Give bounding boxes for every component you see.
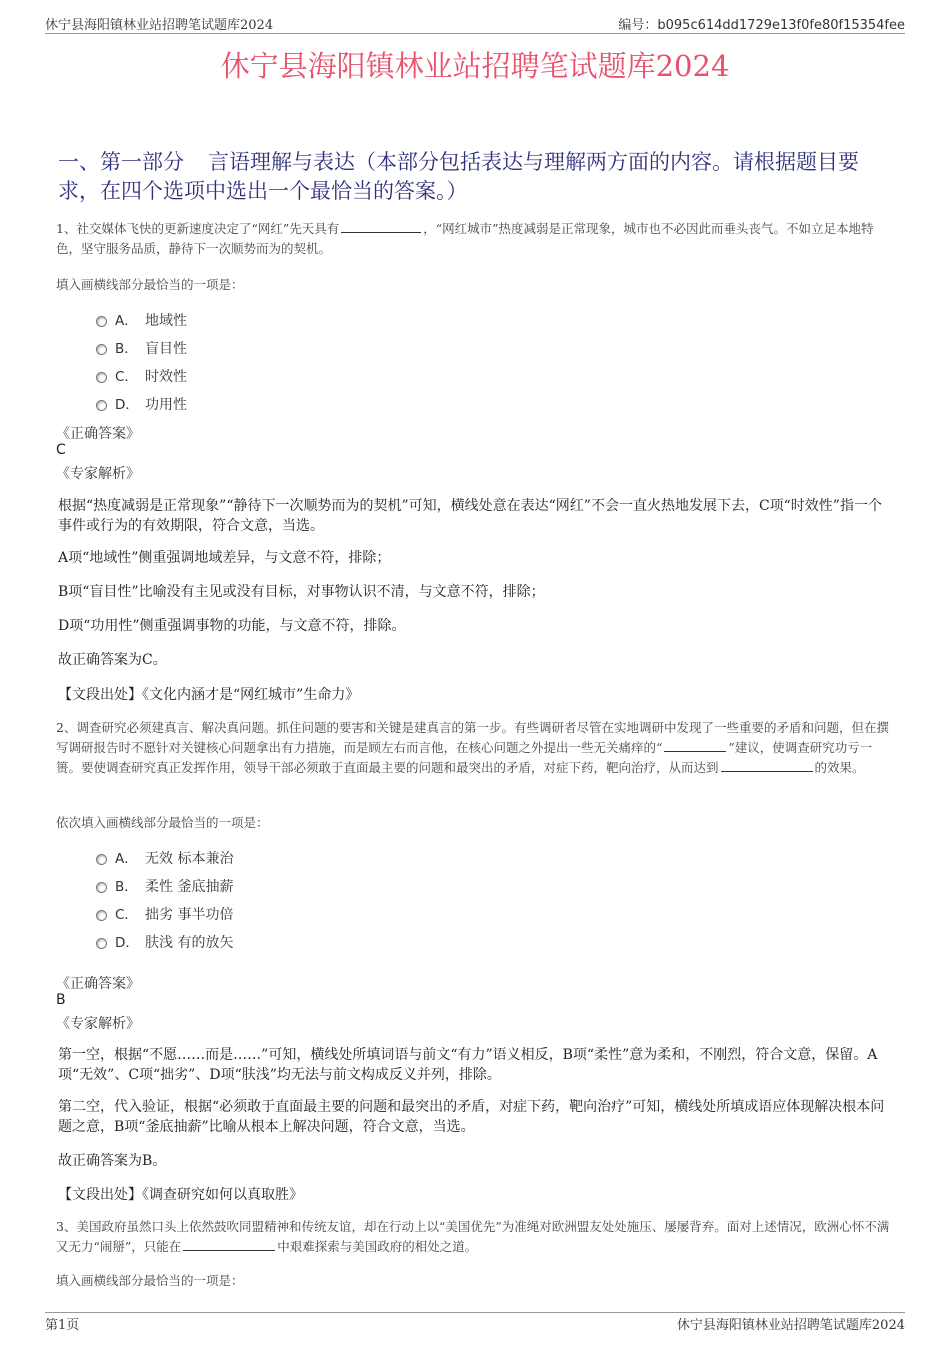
question-1-text-a: 1、社交媒体飞快的更新速度决定了“网红”先天具有 bbox=[56, 221, 340, 236]
source-citation: 【文段出处】《调查研究如何以真取胜》 bbox=[58, 1187, 303, 1203]
option-text: 柔性 釜底抽薪 bbox=[145, 879, 234, 895]
option-letter: B． bbox=[115, 341, 138, 357]
section-title bbox=[58, 148, 898, 206]
question-3-text-b: 中艰难探索与美国政府的相处之道。 bbox=[277, 1239, 478, 1254]
question-2-text-a: 2、调查研究必须建真言、解决真问题。抓住问题的要害和关键是建真言的第一步。有些调研者尽管在实地调研中发现了一些重要的矛盾和问题，但在撰写调研报告时不愿针对关键核心问题拿出有力措施，而是顾左右而言他，在核心问题之外提出一些无关痛痒的“ bbox=[56, 720, 889, 755]
doc-id-value: b095c614dd1729e13f0fe80f15354fee bbox=[657, 18, 905, 33]
option-d[interactable] bbox=[96, 931, 233, 952]
option-text: 时效性 bbox=[145, 369, 187, 385]
analysis-conclusion: 故正确答案为B。 bbox=[58, 1153, 167, 1169]
fill-blank bbox=[664, 738, 726, 752]
option-text: 地域性 bbox=[145, 313, 187, 329]
radio-icon[interactable] bbox=[96, 316, 107, 327]
option-a[interactable] bbox=[96, 309, 187, 330]
analysis-conclusion: 故正确答案为C。 bbox=[58, 652, 167, 668]
page-number: 第1页 bbox=[45, 1318, 80, 1333]
analysis-label: 《专家解析》 bbox=[56, 466, 140, 482]
radio-icon[interactable] bbox=[96, 344, 107, 355]
option-c[interactable] bbox=[96, 365, 187, 386]
option-letter: D． bbox=[115, 397, 139, 413]
option-letter: A． bbox=[115, 851, 138, 867]
question-1-text-b: ，“网红城市”热度减弱是正常现象，城市也不必因此而垂头丧气。不如立足本地特色，坚守服务品质，静待下一次顺势而为的契机。 bbox=[56, 221, 874, 256]
option-a[interactable] bbox=[96, 847, 233, 868]
analysis-paragraph: 第一空，根据“不愿……而是……”可知，横线处所填词语与前文“有力”语义相反，B项“柔性”意为柔和，不刚烈，符合文意，保留。A项“无效”、C项“拙劣”、D项“肤浅”均无法与前文构成反义并列，排除。 bbox=[58, 1047, 878, 1083]
footer-divider bbox=[45, 1312, 905, 1313]
answer-label: 《正确答案》 bbox=[56, 976, 140, 992]
option-text: 功用性 bbox=[145, 397, 187, 413]
header-divider bbox=[45, 33, 905, 34]
question-1-stem bbox=[56, 219, 896, 259]
question-2-text-b: ”建议，使调查研究功亏一篑。要使调查研究真正发挥作用，领导干部必须敢于直面最主要的问题和最突出的矛盾，对症下药，靶向治疗，从而达到 bbox=[56, 740, 873, 775]
radio-icon[interactable] bbox=[96, 372, 107, 383]
analysis-paragraph: 第二空，代入验证，根据“必须敢于直面最主要的问题和最突出的矛盾，对症下药，靶向治疗”可知，横线处所填成语应体现解决根本问题之意，B项“釜底抽薪”比喻从根本上解决问题，符合文意，当选。 bbox=[58, 1099, 885, 1135]
question-2-text-c: 的效果。 bbox=[814, 760, 865, 775]
analysis-paragraph: A项“地域性”侧重强调地域差异，与文意不符，排除； bbox=[58, 550, 391, 566]
option-text: 无效 标本兼治 bbox=[145, 851, 234, 867]
question-2-stem bbox=[56, 718, 896, 778]
question-3-text-a: 3、美国政府虽然口头上依然鼓吹同盟精神和传统友谊，却在行动上以“美国优先”为准绳对欧洲盟友处处施压、屡屡背弃。面对上述情况，欧洲心怀不满又无力“闹掰”，只能在 bbox=[56, 1219, 890, 1254]
answer-value: B bbox=[56, 992, 66, 1008]
option-letter: D． bbox=[115, 935, 139, 951]
option-c[interactable] bbox=[96, 903, 233, 924]
answer-label: 《正确答案》 bbox=[56, 426, 140, 442]
option-letter: C． bbox=[115, 907, 138, 923]
option-text: 盲目性 bbox=[145, 341, 187, 357]
radio-icon[interactable] bbox=[96, 882, 107, 893]
question-3-prompt: 填入画横线部分最恰当的一项是： bbox=[56, 1273, 244, 1288]
fill-blank bbox=[721, 758, 813, 772]
option-text: 肤浅 有的放矢 bbox=[145, 935, 234, 951]
header-doc-title: 休宁县海阳镇林业站招聘笔试题库2024 bbox=[45, 18, 274, 33]
radio-icon[interactable] bbox=[96, 854, 107, 865]
analysis-label: 《专家解析》 bbox=[56, 1016, 140, 1032]
source-citation: 【文段出处】《文化内涵才是“网红城市”生命力》 bbox=[58, 687, 360, 703]
option-text: 拙劣 事半功倍 bbox=[145, 907, 234, 923]
section-title-part: 一、第一部分 bbox=[58, 150, 184, 174]
option-b[interactable] bbox=[96, 337, 187, 358]
doc-id-label: 编号： bbox=[618, 18, 658, 33]
fill-blank bbox=[183, 1237, 275, 1251]
question-3-stem bbox=[56, 1217, 896, 1257]
analysis-paragraph: D项“功用性”侧重强调事物的功能，与文意不符，排除。 bbox=[58, 618, 406, 634]
section-title-description: 言语理解与表达（本部分包括表达与理解两方面的内容。请根据题目要求，在四个选项中选出一个最恰当的答案。） bbox=[58, 150, 859, 203]
analysis-paragraph: B项“盲目性”比喻没有主见或没有目标，对事物认识不清，与文意不符，排除； bbox=[58, 584, 545, 600]
footer-doc-title: 休宁县海阳镇林业站招聘笔试题库2024 bbox=[676, 1318, 905, 1333]
option-letter: C． bbox=[115, 369, 138, 385]
header-doc-id bbox=[618, 14, 905, 33]
option-b[interactable] bbox=[96, 875, 233, 896]
fill-blank bbox=[341, 219, 421, 233]
analysis-paragraph: 根据“热度减弱是正常现象”“静待下一次顺势而为的契机”可知，横线处意在表达“网红”不会一直火热地发展下去，C项“时效性”指一个事件或行为的有效期限，符合文意，当选。 bbox=[58, 498, 882, 534]
radio-icon[interactable] bbox=[96, 400, 107, 411]
radio-icon[interactable] bbox=[96, 910, 107, 921]
option-letter: B． bbox=[115, 879, 138, 895]
option-d[interactable] bbox=[96, 393, 187, 414]
question-2-prompt: 依次填入画横线部分最恰当的一项是： bbox=[56, 815, 269, 830]
question-1-prompt: 填入画横线部分最恰当的一项是： bbox=[56, 277, 244, 292]
answer-value: C bbox=[56, 442, 66, 458]
page-title: 休宁县海阳镇林业站招聘笔试题库2024 bbox=[220, 49, 730, 83]
radio-icon[interactable] bbox=[96, 938, 107, 949]
option-letter: A． bbox=[115, 313, 138, 329]
